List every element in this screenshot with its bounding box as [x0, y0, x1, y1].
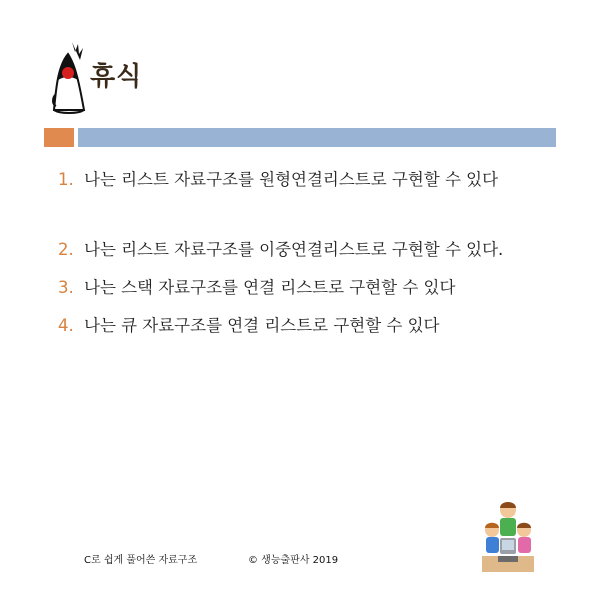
children-at-computer-clipart-icon [478, 498, 538, 574]
list-item-number: 3. [58, 278, 74, 297]
header-accent-bar-blue [78, 128, 556, 147]
footer-copyright: © 생능출판사 2019 [248, 555, 339, 566]
footer-book-title: C로 쉽게 풀어쓴 자료구조 [84, 555, 198, 566]
slide-title: 휴식 [90, 62, 143, 92]
list-item [58, 166, 498, 190]
java-duke-mascot-icon [50, 40, 88, 116]
list-item-text: 나는 리스트 자료구조를 원형연결리스트로 구현할 수 있다 [84, 170, 499, 189]
list-item [58, 312, 440, 336]
list-item [58, 236, 503, 260]
list-item-text: 나는 리스트 자료구조를 이중연결리스트로 구현할 수 있다. [84, 240, 504, 259]
header-accent-bar-orange [44, 128, 74, 147]
list-item [58, 274, 455, 298]
list-item-number: 1. [58, 170, 74, 189]
list-item-text: 나는 스택 자료구조를 연결 리스트로 구현할 수 있다 [84, 278, 456, 297]
list-item-number: 4. [58, 316, 74, 335]
list-item-number: 2. [58, 240, 74, 259]
list-item-text: 나는 큐 자료구조를 연결 리스트로 구현할 수 있다 [84, 316, 440, 335]
